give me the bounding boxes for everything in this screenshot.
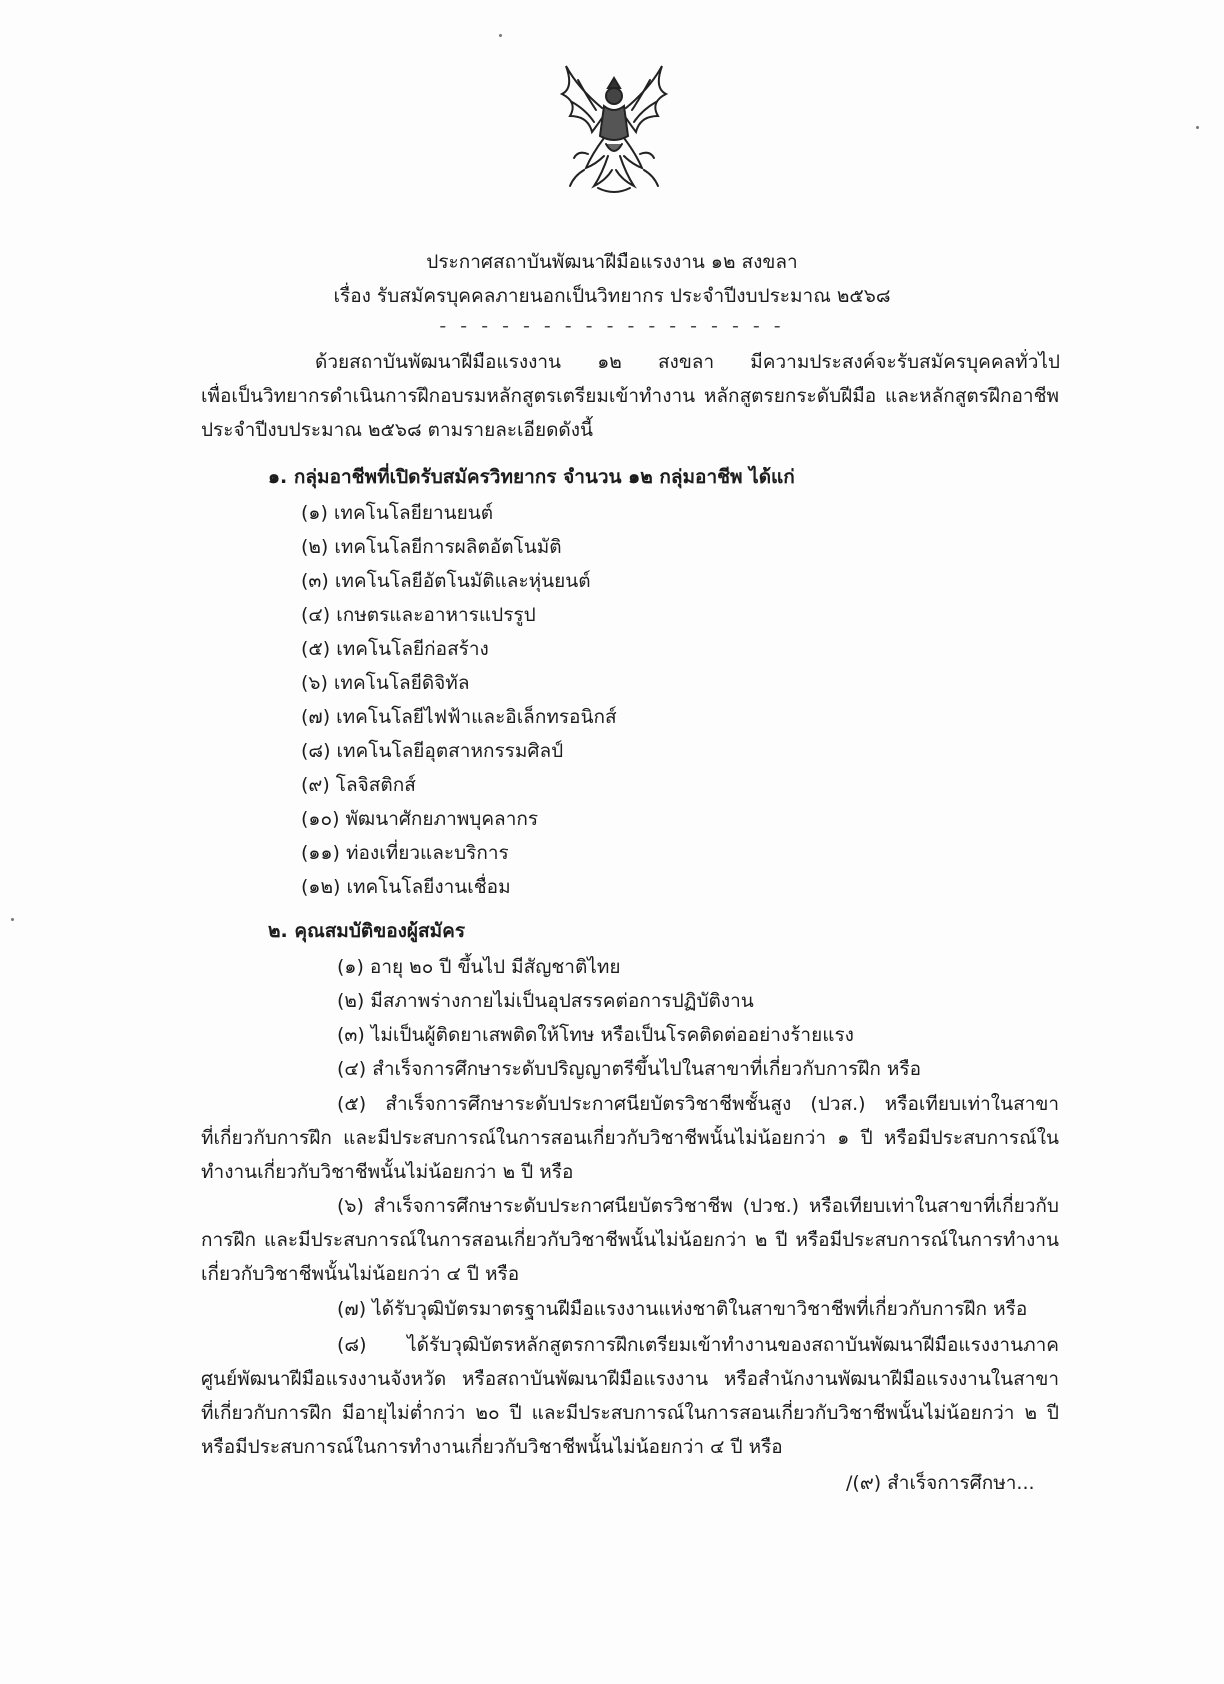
occupation-item: (๙) โลจิสติกส์ xyxy=(301,774,416,796)
announcement-title: ประกาศสถาบันพัฒนาฝีมือแรงงาน ๑๒ สงขลา xyxy=(426,251,798,273)
qualification-item: (๓) ไม่เป็นผู้ติดยาเสพติดให้โทษ หรือเป็นโรคติดต่ออย่างร้ายแรง xyxy=(337,1024,854,1046)
qualification-item: (๔) สำเร็จการศึกษาระดับปริญญาตรีขึ้นไปในสาขาที่เกี่ยวกับการฝึก หรือ xyxy=(337,1058,922,1080)
section2-heading: ๒. คุณสมบัติของผู้สมัคร xyxy=(268,920,466,942)
occupation-item: (๑๐) พัฒนาศักยภาพบุคลากร xyxy=(301,808,539,830)
occupation-item: (๓) เทคโนโลยีอัตโนมัติและหุ่นยนต์ xyxy=(301,570,591,592)
qualification-8-line-3: ที่เกี่ยวกับการฝึก มีอายุไม่ต่ำกว่า ๒๐ ปี และมีประสบการณ์ในการสอนเกี่ยวกับวิชาชีพนั้นไม่น้อยกว่า ๒ ปี xyxy=(201,1402,1059,1424)
qualification-5-line-3: ทำงานเกี่ยวกับวิชาชีพนั้นไม่น้อยกว่า ๒ ปี หรือ xyxy=(201,1161,574,1183)
occupation-item: (๘) เทคโนโลยีอุตสาหกรรมศิลป์ xyxy=(301,740,564,762)
scan-speck xyxy=(11,918,14,921)
intro-line-1: ด้วยสถาบันพัฒนาฝีมือแรงงาน ๑๒ สงขลา มีความประสงค์จะรับสมัครบุคคลทั่วไป xyxy=(315,351,1060,373)
occupation-item: (๒) เทคโนโลยีการผลิตอัตโนมัติ xyxy=(301,536,562,558)
occupation-item: (๖) เทคโนโลยีดิจิทัล xyxy=(301,672,470,694)
announcement-subject: เรื่อง รับสมัครบุคคลภายนอกเป็นวิทยากร ประจำปีงบประมาณ ๒๕๖๘ xyxy=(333,285,891,307)
occupation-item: (๔) เกษตรและอาหารแปรรูป xyxy=(301,604,536,626)
continuation-note: /(๙) สำเร็จการศึกษา... xyxy=(846,1472,1035,1494)
qualification-5-line-1: (๕) สำเร็จการศึกษาระดับประกาศนียบัตรวิชาชีพชั้นสูง (ปวส.) หรือเทียบเท่าในสาขา xyxy=(337,1093,1059,1115)
occupation-item: (๑๑) ท่องเที่ยวและบริการ xyxy=(301,842,509,864)
qualification-5-line-2: ที่เกี่ยวกับการฝึก และมีประสบการณ์ในการสอนเกี่ยวกับวิชาชีพนั้นไม่น้อยกว่า ๑ ปี หรือมีประสบการณ์ใน xyxy=(201,1127,1059,1149)
occupation-item: (๕) เทคโนโลยีก่อสร้าง xyxy=(301,638,489,660)
qualification-8-line-2: ศูนย์พัฒนาฝีมือแรงงานจังหวัด หรือสถาบันพัฒนาฝีมือแรงงาน หรือสำนักงานพัฒนาฝีมือแรงงานในสาขา xyxy=(201,1368,1059,1390)
scan-speck xyxy=(499,34,502,37)
occupation-item: (๑๒) เทคโนโลยีงานเชื่อม xyxy=(301,876,511,898)
qualification-6-line-3: เกี่ยวกับวิชาชีพนั้นไม่น้อยกว่า ๔ ปี หรือ xyxy=(201,1263,520,1285)
qualification-item: (๒) มีสภาพร่างกายไม่เป็นอุปสรรคต่อการปฏิบัติงาน xyxy=(337,990,754,1012)
occupation-item: (๑) เทคโนโลยียานยนต์ xyxy=(301,502,494,524)
scan-speck xyxy=(1196,126,1199,129)
section1-heading: ๑. กลุ่มอาชีพที่เปิดรับสมัครวิทยากร จำนวน ๑๒ กลุ่มอาชีพ ได้แก่ xyxy=(268,466,795,488)
garuda-emblem-icon xyxy=(548,58,680,200)
intro-line-2: เพื่อเป็นวิทยากรดำเนินการฝึกอบรมหลักสูตรเตรียมเข้าทำงาน หลักสูตรยกระดับฝีมือ และหลักสูตรฝึกอาชีพ xyxy=(201,385,1059,407)
qualification-6-line-2: การฝึก และมีประสบการณ์ในการสอนเกี่ยวกับวิชาชีพนั้นไม่น้อยกว่า ๒ ปี หรือมีประสบการณ์ในการทำงาน xyxy=(201,1229,1059,1251)
qualification-item: (๗) ได้รับวุฒิบัตรมาตรฐานฝีมือแรงงานแห่งชาติในสาขาวิชาชีพที่เกี่ยวกับการฝึก หรือ xyxy=(337,1298,1028,1320)
qualification-8-line-1: (๘) ได้รับวุฒิบัตรหลักสูตรการฝึกเตรียมเข้าทำงานของสถาบันพัฒนาฝีมือแรงงานภาค xyxy=(337,1334,1059,1356)
qualification-8-line-4: หรือมีประสบการณ์ในการทำงานเกี่ยวกับวิชาชีพนั้นไม่น้อยกว่า ๔ ปี หรือ xyxy=(201,1436,783,1458)
intro-line-3: ประจำปีงบประมาณ ๒๕๖๘ ตามรายละเอียดดังนี้ xyxy=(201,419,594,441)
occupation-item: (๗) เทคโนโลยีไฟฟ้าและอิเล็กทรอนิกส์ xyxy=(301,706,617,728)
qualification-6-line-1: (๖) สำเร็จการศึกษาระดับประกาศนียบัตรวิชาชีพ (ปวช.) หรือเทียบเท่าในสาขาที่เกี่ยวกับ xyxy=(337,1195,1059,1217)
header-separator: - - - - - - - - - - - - - - - - - xyxy=(439,315,785,337)
qualification-item: (๑) อายุ ๒๐ ปี ขึ้นไป มีสัญชาติไทย xyxy=(337,956,621,978)
